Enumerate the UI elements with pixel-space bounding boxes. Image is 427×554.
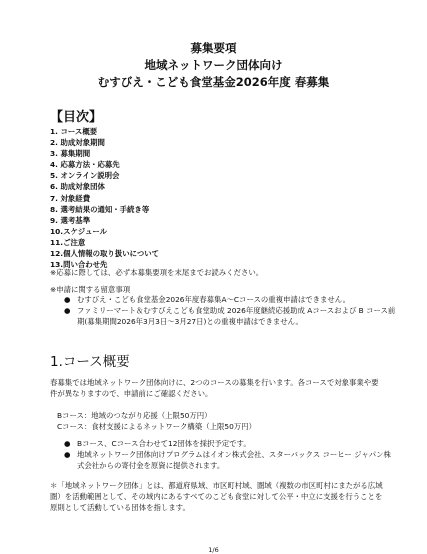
toc-item: 11.ご注意 [50, 237, 86, 247]
toc-item: 2. 助成対象期間 [50, 138, 105, 148]
course-bullet [64, 439, 397, 450]
course-c: Cコース：食材支援によるネットワーク構築（上限50万円） [57, 422, 256, 431]
course-bullet-text: 地域ネットワーク団体向けプログラムはイオン株式会社、スターバックス コーヒー ジャパン株式会社からの寄付金を原資に提供されます。 [77, 450, 391, 470]
table-of-contents [50, 126, 159, 270]
section-heading: 1.コース概要 [50, 354, 130, 370]
page-number: 1/6 [208, 546, 219, 554]
course-bullet-text: Bコース、Cコース合わせて12団体を採択予定です。 [77, 439, 251, 448]
duplicate-note-item [64, 306, 397, 327]
bullet-icon: ● [64, 295, 71, 304]
doc-title-line1: 募集要項 [190, 41, 237, 55]
duplicate-note-item [64, 295, 397, 306]
section-intro: 春募集では地域ネットワーク団体向けに、2つのコースの募集を行います。各コースで対象事業や要件が異なりますので、申請前にご確認ください。 [50, 378, 379, 398]
toc-item: 12.個人情報の取り扱いについて [50, 249, 160, 259]
doc-title-line2: 地域ネットワーク団体向け [144, 58, 283, 72]
toc-item: 10.スケジュール [50, 226, 107, 236]
toc-item: 5. オンライン説明会 [50, 171, 120, 181]
toc-heading: 【目次】 [50, 110, 103, 125]
doc-title-line3: むすびえ・こども食堂基金2026年度 春募集 [97, 75, 330, 89]
duplicate-notes-heading: ※申請に関する留意事項 [50, 285, 131, 294]
toc-item: 1. コース概要 [50, 127, 98, 136]
toc-item: 13.問い合わせ先 [50, 260, 108, 270]
toc-item: 9. 選考基準 [50, 215, 91, 225]
duplicate-note-text: むすびえ・こども食堂基金2026年度春募集A～Cコースの重複申請はできません。 [77, 295, 350, 304]
toc-item: 4. 応募方法・応募先 [50, 160, 120, 170]
network-definition-footnote: ＊「地域ネットワーク団体」とは、都道府県域、市区町村域、圏域（複数の市区町村にまたがる広域圏）を活動範囲として、その域内にあるすべてのこども食堂に対して公平・中立に支援を行うことを原則として活動している団体を指します。 [50, 481, 383, 512]
toc-item: 7. 対象経費 [50, 193, 91, 203]
toc-item: 3. 募集期間 [50, 149, 91, 159]
course-bullet [64, 450, 397, 471]
toc-item: 8. 選考結果の通知・手続き等 [50, 204, 150, 214]
bullet-icon: ● [64, 306, 71, 315]
read-all-note: ※応募に際しては、必ず本募集要項を末尾までお読みください。 [50, 268, 264, 277]
bullet-icon: ● [64, 439, 71, 448]
duplicate-note-text: ファミリーマート＆むすびえこども食堂助成 2026年度継続応援助成 Aコースおよび B コース前期(募集期間2026年3月3日～3月27日)との重複申請はできません。 [77, 306, 396, 326]
bullet-icon: ● [64, 450, 71, 459]
toc-item: 6. 助成対象団体 [50, 182, 105, 192]
course-b: Bコース：地域のつながり応援（上限50万円） [57, 411, 212, 420]
